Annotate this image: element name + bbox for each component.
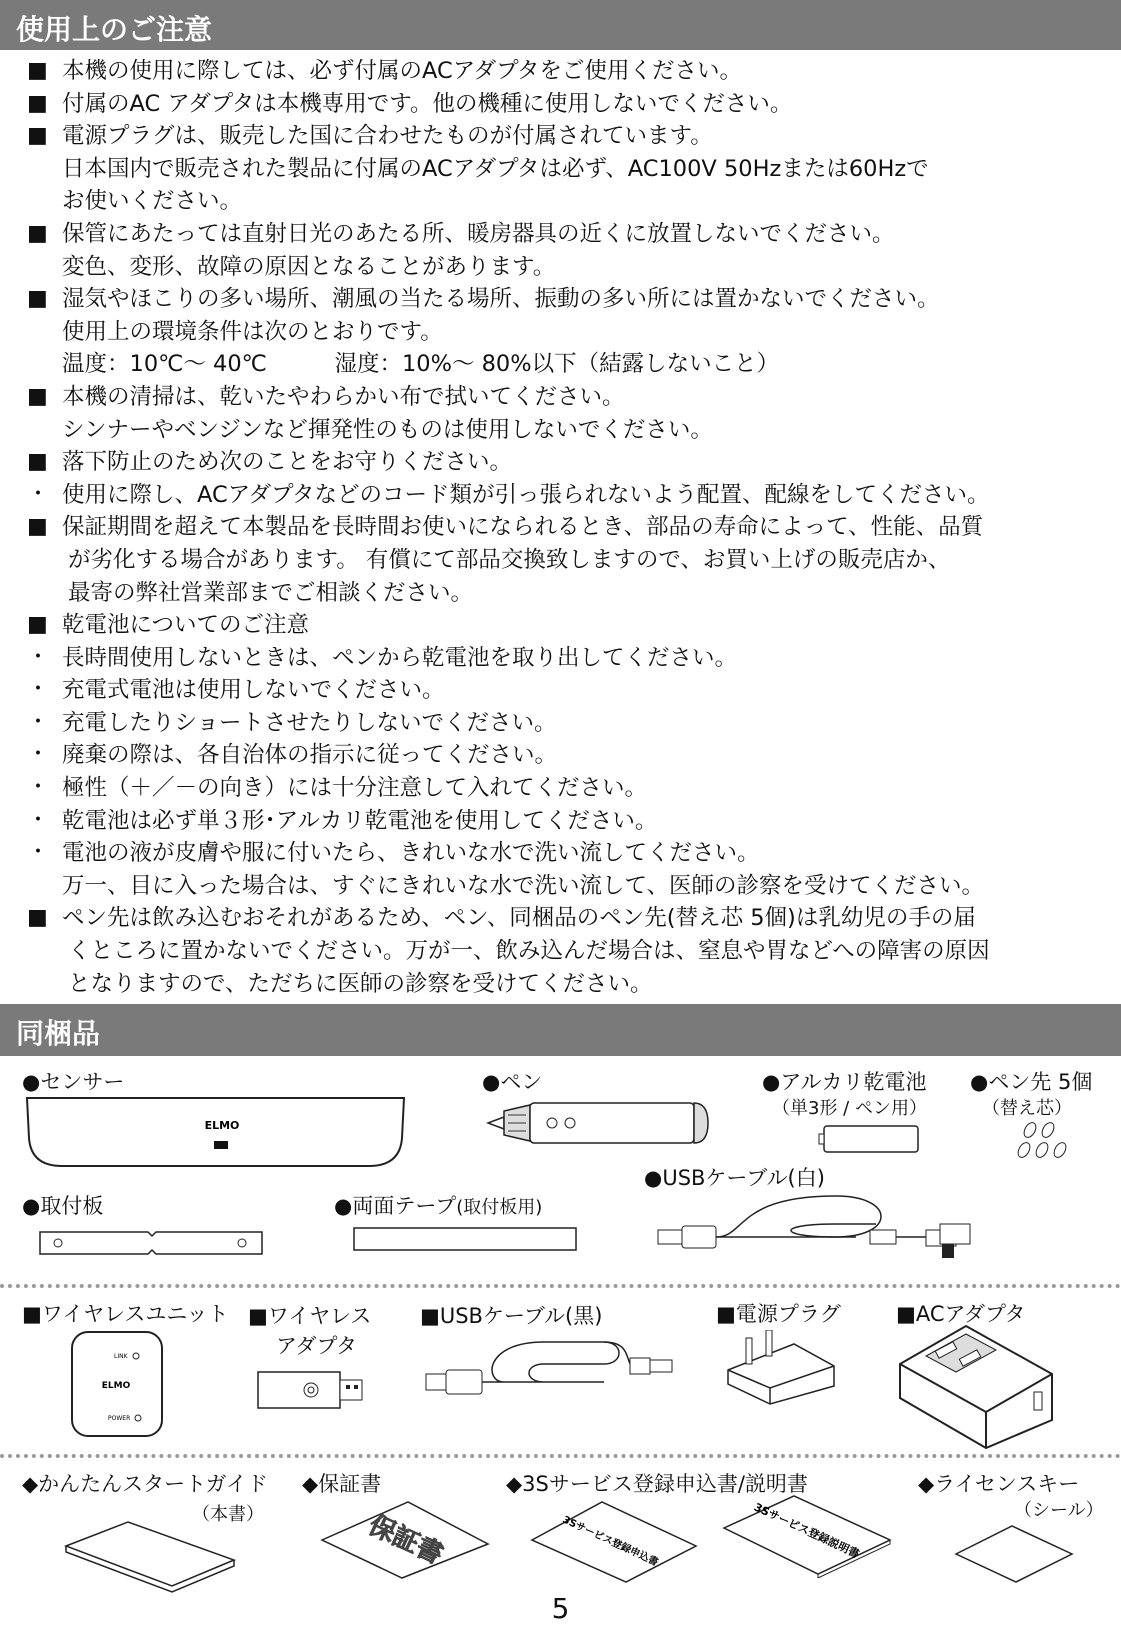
precaution-line <box>0 935 1121 968</box>
square-bullet-icon: ■ <box>27 58 48 83</box>
precaution-line <box>0 316 1121 349</box>
precaution-line <box>0 902 1121 935</box>
precaution-line <box>0 968 1121 1001</box>
divider-2 <box>0 1454 1121 1458</box>
quick-start-note: （本書） <box>192 1504 264 1525</box>
dot-bullet-icon: ・ <box>27 709 50 735</box>
sensor-label: ●センサー <box>22 1070 125 1094</box>
page-number: 5 <box>551 1592 570 1625</box>
precaution-line <box>0 283 1121 316</box>
precaution-text: が劣化する場合があります。 有償にて部品交換致しますので、お買い上げの販売店か、 <box>68 546 951 573</box>
tape-note: (取付板用) <box>456 1197 543 1218</box>
precaution-line <box>0 55 1121 88</box>
mount-plate-illustration <box>38 1230 264 1256</box>
precaution-line <box>0 185 1121 218</box>
battery-illustration <box>818 1124 922 1154</box>
precaution-line <box>0 805 1121 838</box>
precaution-text: くところに置かないでください。万が一、飲み込んだ場合は、窒息や胃などへの障害の原因 <box>68 938 990 965</box>
precaution-line <box>0 739 1121 772</box>
square-bullet-icon: ■ <box>27 514 48 540</box>
wireless-unit-label: ■ワイヤレスユニット <box>22 1302 229 1326</box>
square-bullet-icon: ■ <box>27 905 48 931</box>
tape-illustration <box>352 1226 578 1252</box>
precaution-text: 本機の清掃は、乾いたやわらかい布で拭いてください。 <box>62 383 625 410</box>
precaution-text: 充電式電池は使用しないでください。 <box>62 677 445 704</box>
contents-title: 同梱品 <box>16 1017 101 1050</box>
precaution-line <box>0 446 1121 479</box>
ac-adapter-label: ■ACアダプタ <box>896 1302 1026 1326</box>
divider-1 <box>0 1284 1121 1288</box>
precaution-line <box>0 479 1121 512</box>
square-bullet-icon: ■ <box>27 123 48 149</box>
quick-start-label: ◆かんたんスタートガイド <box>22 1472 268 1496</box>
wireless-adapter-label-1: ■ワイヤレス <box>248 1304 372 1328</box>
precaution-line <box>0 348 1121 381</box>
dot-bullet-icon: ・ <box>27 807 50 833</box>
precaution-line <box>0 511 1121 544</box>
quick-start-illustration <box>64 1520 238 1594</box>
usb-white-illustration <box>656 1194 980 1264</box>
ac-adapter-illustration <box>896 1320 1056 1452</box>
precautions-list <box>0 55 1121 1000</box>
registration-cover-1: 3Sサービス登録申込書 <box>560 1514 660 1569</box>
square-bullet-icon: ■ <box>27 220 48 246</box>
precaution-line <box>0 153 1121 186</box>
registration-cover-2: 3Sサービス登録説明書 <box>751 1500 862 1561</box>
precaution-text: 電池の液が皮膚や服に付いたら、きれいな水で洗い流してください。 <box>62 840 760 867</box>
precaution-text: 本機の使用に際しては、必ず付属のACアダプタをご使用ください。 <box>62 58 743 84</box>
precaution-text: 乾電池は必ず単３形･アルカリ乾電池を使用してください。 <box>62 807 658 834</box>
warranty-cover-text: 保証書 <box>363 1510 448 1571</box>
dot-bullet-icon: ・ <box>27 481 50 507</box>
precaution-text: お使いください。 <box>62 188 243 215</box>
precaution-text: 湿気やほこりの多い場所、潮風の当たる場所、振動の多い所には置かないでください。 <box>62 286 940 313</box>
precaution-text: 付属のAC アダプタは本機専用です。他の機種に使用しないでください。 <box>62 90 793 117</box>
power-plug-illustration <box>724 1330 840 1406</box>
precaution-text: 乾電池についてのご注意 <box>62 612 310 639</box>
square-bullet-icon: ■ <box>27 612 48 638</box>
precaution-text: 最寄の弊社営業部までご相談ください。 <box>68 579 474 606</box>
precaution-line <box>0 414 1121 447</box>
pen-tip-label: ●ペン先 5個 <box>970 1070 1093 1094</box>
precaution-text: ペン先は飲み込むおそれがあるため、ペン、同梱品のペン先(替え芯 5個)は乳幼児の手の届 <box>62 905 976 932</box>
precautions-title: 使用上のご注意 <box>16 13 213 46</box>
precaution-line <box>0 707 1121 740</box>
precaution-text: 温度：10℃～ 40℃ 湿度：10%～ 80%以下（結露しないこと） <box>62 351 780 378</box>
dot-bullet-icon: ・ <box>27 644 50 670</box>
precaution-text: 日本国内で販売された製品に付属のACアダプタは必ず、AC100V 50Hzまたは60Hzで <box>62 155 929 182</box>
square-bullet-icon: ■ <box>27 449 48 475</box>
wireless-unit-illustration <box>70 1330 166 1440</box>
precaution-text: 電源プラグは、販売した国に合わせたものが付属されています。 <box>62 123 713 150</box>
warranty-illustration <box>320 1500 490 1580</box>
tape-label: ●両面テープ <box>334 1194 457 1218</box>
pen-illustration <box>486 1093 726 1151</box>
wireless-unit-power: POWER <box>108 1415 131 1422</box>
usb-black-label: ■USBケーブル(黒) <box>420 1304 603 1328</box>
precaution-line <box>0 88 1121 121</box>
battery-label: ●アルカリ乾電池 <box>762 1070 927 1094</box>
precaution-line <box>0 772 1121 805</box>
dot-bullet-icon: ・ <box>27 775 50 801</box>
precaution-text: 廃棄の際は、各自治体の指示に従ってください。 <box>62 742 558 769</box>
precaution-line <box>0 251 1121 284</box>
precaution-text: 落下防止のため次のことをお守りください。 <box>62 449 513 476</box>
pen-tip-note: （替え芯） <box>982 1098 1072 1119</box>
registration-manual-illustration <box>722 1494 892 1578</box>
power-plug-label: ■電源プラグ <box>716 1302 841 1326</box>
registration-label: ◆3Sサービス登録申込書/説明書 <box>506 1472 808 1496</box>
square-bullet-icon: ■ <box>27 383 48 409</box>
square-bullet-icon: ■ <box>27 90 48 116</box>
sensor-illustration <box>24 1094 408 1170</box>
precaution-text: 極性（＋／－の向き）には十分注意して入れてください。 <box>62 775 648 802</box>
precaution-line <box>0 577 1121 610</box>
contents-header <box>0 1004 1121 1056</box>
square-bullet-icon: ■ <box>27 286 48 312</box>
dot-bullet-icon: ・ <box>27 840 50 866</box>
wireless-adapter-label-2: アダプタ <box>276 1334 358 1358</box>
license-note: （シール） <box>1014 1500 1104 1521</box>
sensor-logo: ELMO <box>204 1119 240 1132</box>
battery-note: （単3形 / ペン用） <box>772 1098 927 1119</box>
precaution-text: 変色、変形、故障の原因となることがあります。 <box>62 253 556 280</box>
dot-bullet-icon: ・ <box>27 742 50 768</box>
precaution-text: 保管にあたっては直射日光のあたる所、暖房器具の近くに放置しないでください。 <box>62 220 895 247</box>
precaution-text: シンナーやベンジンなど揮発性のものは使用しないでください。 <box>62 416 713 443</box>
precaution-line <box>0 870 1121 903</box>
pen-tip-illustration <box>1016 1120 1076 1160</box>
precaution-text: 万一、目に入った場合は、すぐにきれいな水で洗い流して、医師の診察を受けてください。 <box>62 872 985 899</box>
warranty-label: ◆保証書 <box>302 1472 382 1496</box>
precaution-text: 長時間使用しないときは、ペンから乾電池を取り出してください。 <box>62 644 738 671</box>
registration-form-illustration <box>530 1500 698 1584</box>
license-label: ◆ライセンスキー <box>918 1472 1080 1496</box>
license-key-illustration <box>954 1524 1074 1584</box>
precaution-text: 使用上の環境条件は次のとおりです。 <box>62 318 443 345</box>
usb-white-label: ●USBケーブル(白) <box>644 1166 825 1190</box>
precaution-text: 充電したりショートさせたりしないでください。 <box>62 709 557 736</box>
precaution-line <box>0 674 1121 707</box>
precaution-line <box>0 609 1121 642</box>
precaution-line <box>0 544 1121 577</box>
usb-black-illustration <box>424 1340 680 1410</box>
pen-label: ●ペン <box>482 1070 543 1094</box>
precaution-line <box>0 120 1121 153</box>
precaution-text: となりますので、ただちに医師の診察を受けてください。 <box>68 970 653 997</box>
precaution-line <box>0 218 1121 251</box>
precaution-text: 保証期間を超えて本製品を長時間お使いになられるとき、部品の寿命によって、性能、品質 <box>62 514 984 541</box>
precautions-header <box>0 0 1121 50</box>
precaution-line <box>0 381 1121 414</box>
dot-bullet-icon: ・ <box>27 677 50 703</box>
wireless-adapter-illustration <box>256 1370 366 1410</box>
precaution-line <box>0 837 1121 870</box>
precaution-line <box>0 642 1121 675</box>
mount-plate-label: ●取付板 <box>22 1194 104 1218</box>
wireless-unit-logo: ELMO <box>101 1381 131 1391</box>
precaution-text: 使用に際し、ACアダプタなどのコード類が引っ張られないよう配置、配線をしてください。 <box>62 481 990 508</box>
wireless-unit-link: LINK <box>114 1353 128 1360</box>
